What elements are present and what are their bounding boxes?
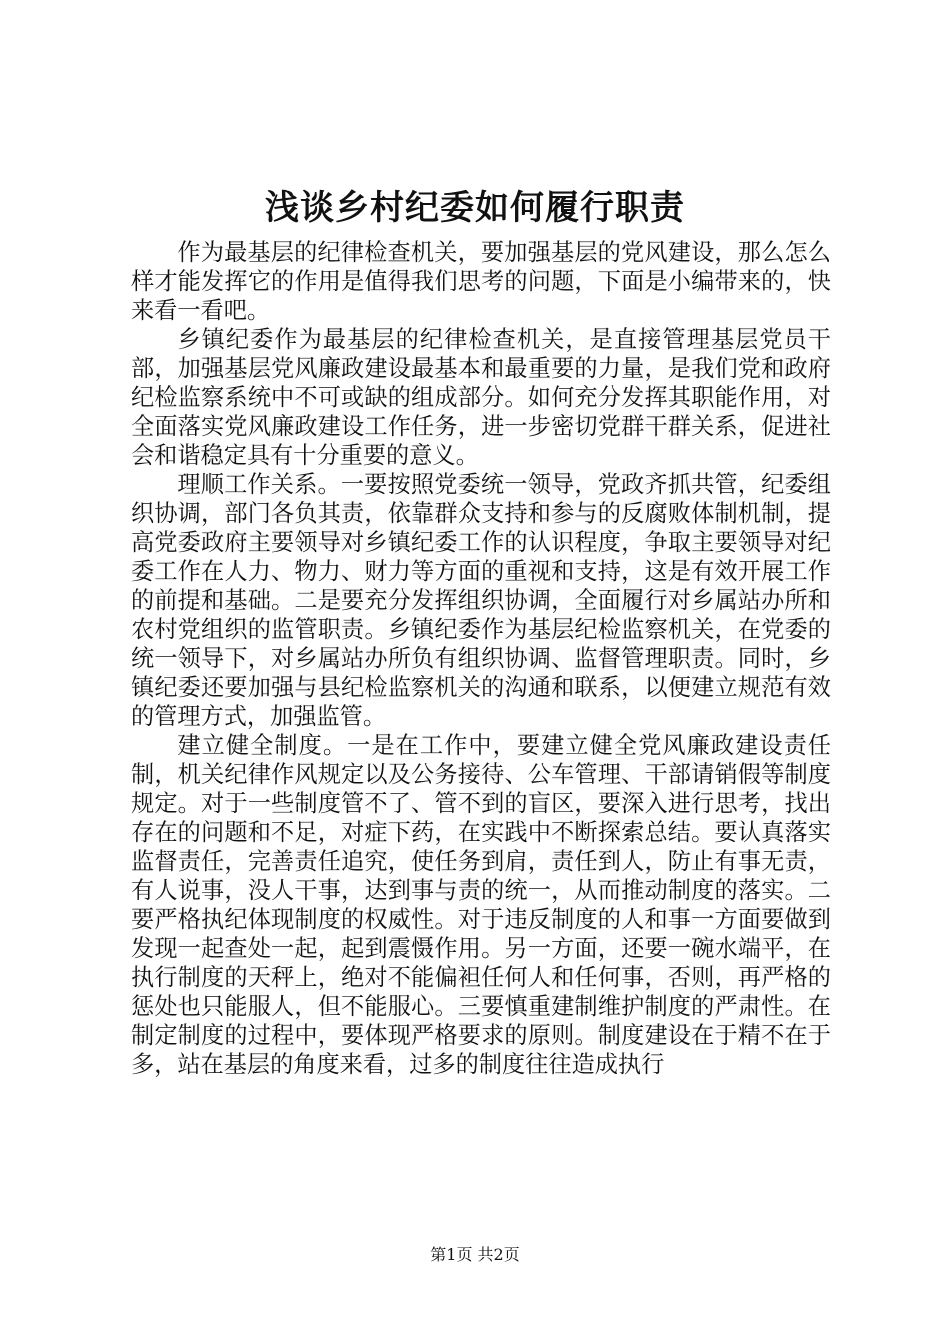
- document-title: 浅谈乡村纪委如何履行职责: [265, 188, 685, 228]
- document-body: [131, 238, 831, 1079]
- paragraph-system-building: 建立健全制度。一是在工作中，要建立健全党风廉政建设责任制，机关纪律作风规定以及公务接待、公车管理、干部请销假等制度规定。对于一些制度管不了、管不到的盲区，要深入进行思考，找出存在的问题和不足，对症下药，在实践中不断探索总结。要认真落实监督责任，完善责任追究，使任务到肩，责任到人，防止有事无责，有人说事，没人干事，达到事与责的统一，从而推动制度的落实。二要严格执纪体现制度的权威性。对于违反制度的人和事一方面要做到发现一起查处一起，起到震慑作用。另一方面，还要一碗水端平，在执行制度的天秤上，绝对不能偏袒任何人和任何事，否则，再严格的惩处也只能服人，但不能服心。三要慎重建制维护制度的严肃性。在制定制度的过程中，要体现严格要求的原则。制度建设在于精不在于多，站在基层的角度来看，过多的制度往往造成执行: [131, 732, 831, 1078]
- paragraph-work-relations: 理顺工作关系。一要按照党委统一领导，党政齐抓共管，纪委组织协调，部门各负其责，依靠群众支持和参与的反腐败体制机制，提高党委政府主要领导对乡镇纪委工作的认识程度，争取主要领导对纪委工作在人力、物力、财力等方面的重视和支持，这是有效开展工作的前提和基础。二是要充分发挥组织协调，全面履行对乡属站办所和农村党组织的监管职责。乡镇纪委作为基层纪检监察机关，在党委的统一领导下，对乡属站办所负有组织协调、监督管理职责。同时，乡镇纪委还要加强与县纪检监察机关的沟通和联系，以便建立规范有效的管理方式，加强监管。: [131, 471, 831, 730]
- page-number-footer: 第1页 共2页: [430, 1245, 520, 1264]
- paragraph-intro: 作为最基层的纪律检查机关，要加强基层的党风建设，那么怎么样才能发挥它的作用是值得我们思考的问题，下面是小编带来的，快来看一看吧。: [131, 239, 831, 324]
- paragraph-role: 乡镇纪委作为最基层的纪律检查机关，是直接管理基层党员干部，加强基层党风廉政建设最基本和最重要的力量，是我们党和政府纪检监察系统中不可或缺的组成部分。如何充分发挥其职能作用，对全面落实党风廉政建设工作任务，进一步密切党群干群关系，促进社会和谐稳定具有十分重要的意义。: [131, 326, 831, 469]
